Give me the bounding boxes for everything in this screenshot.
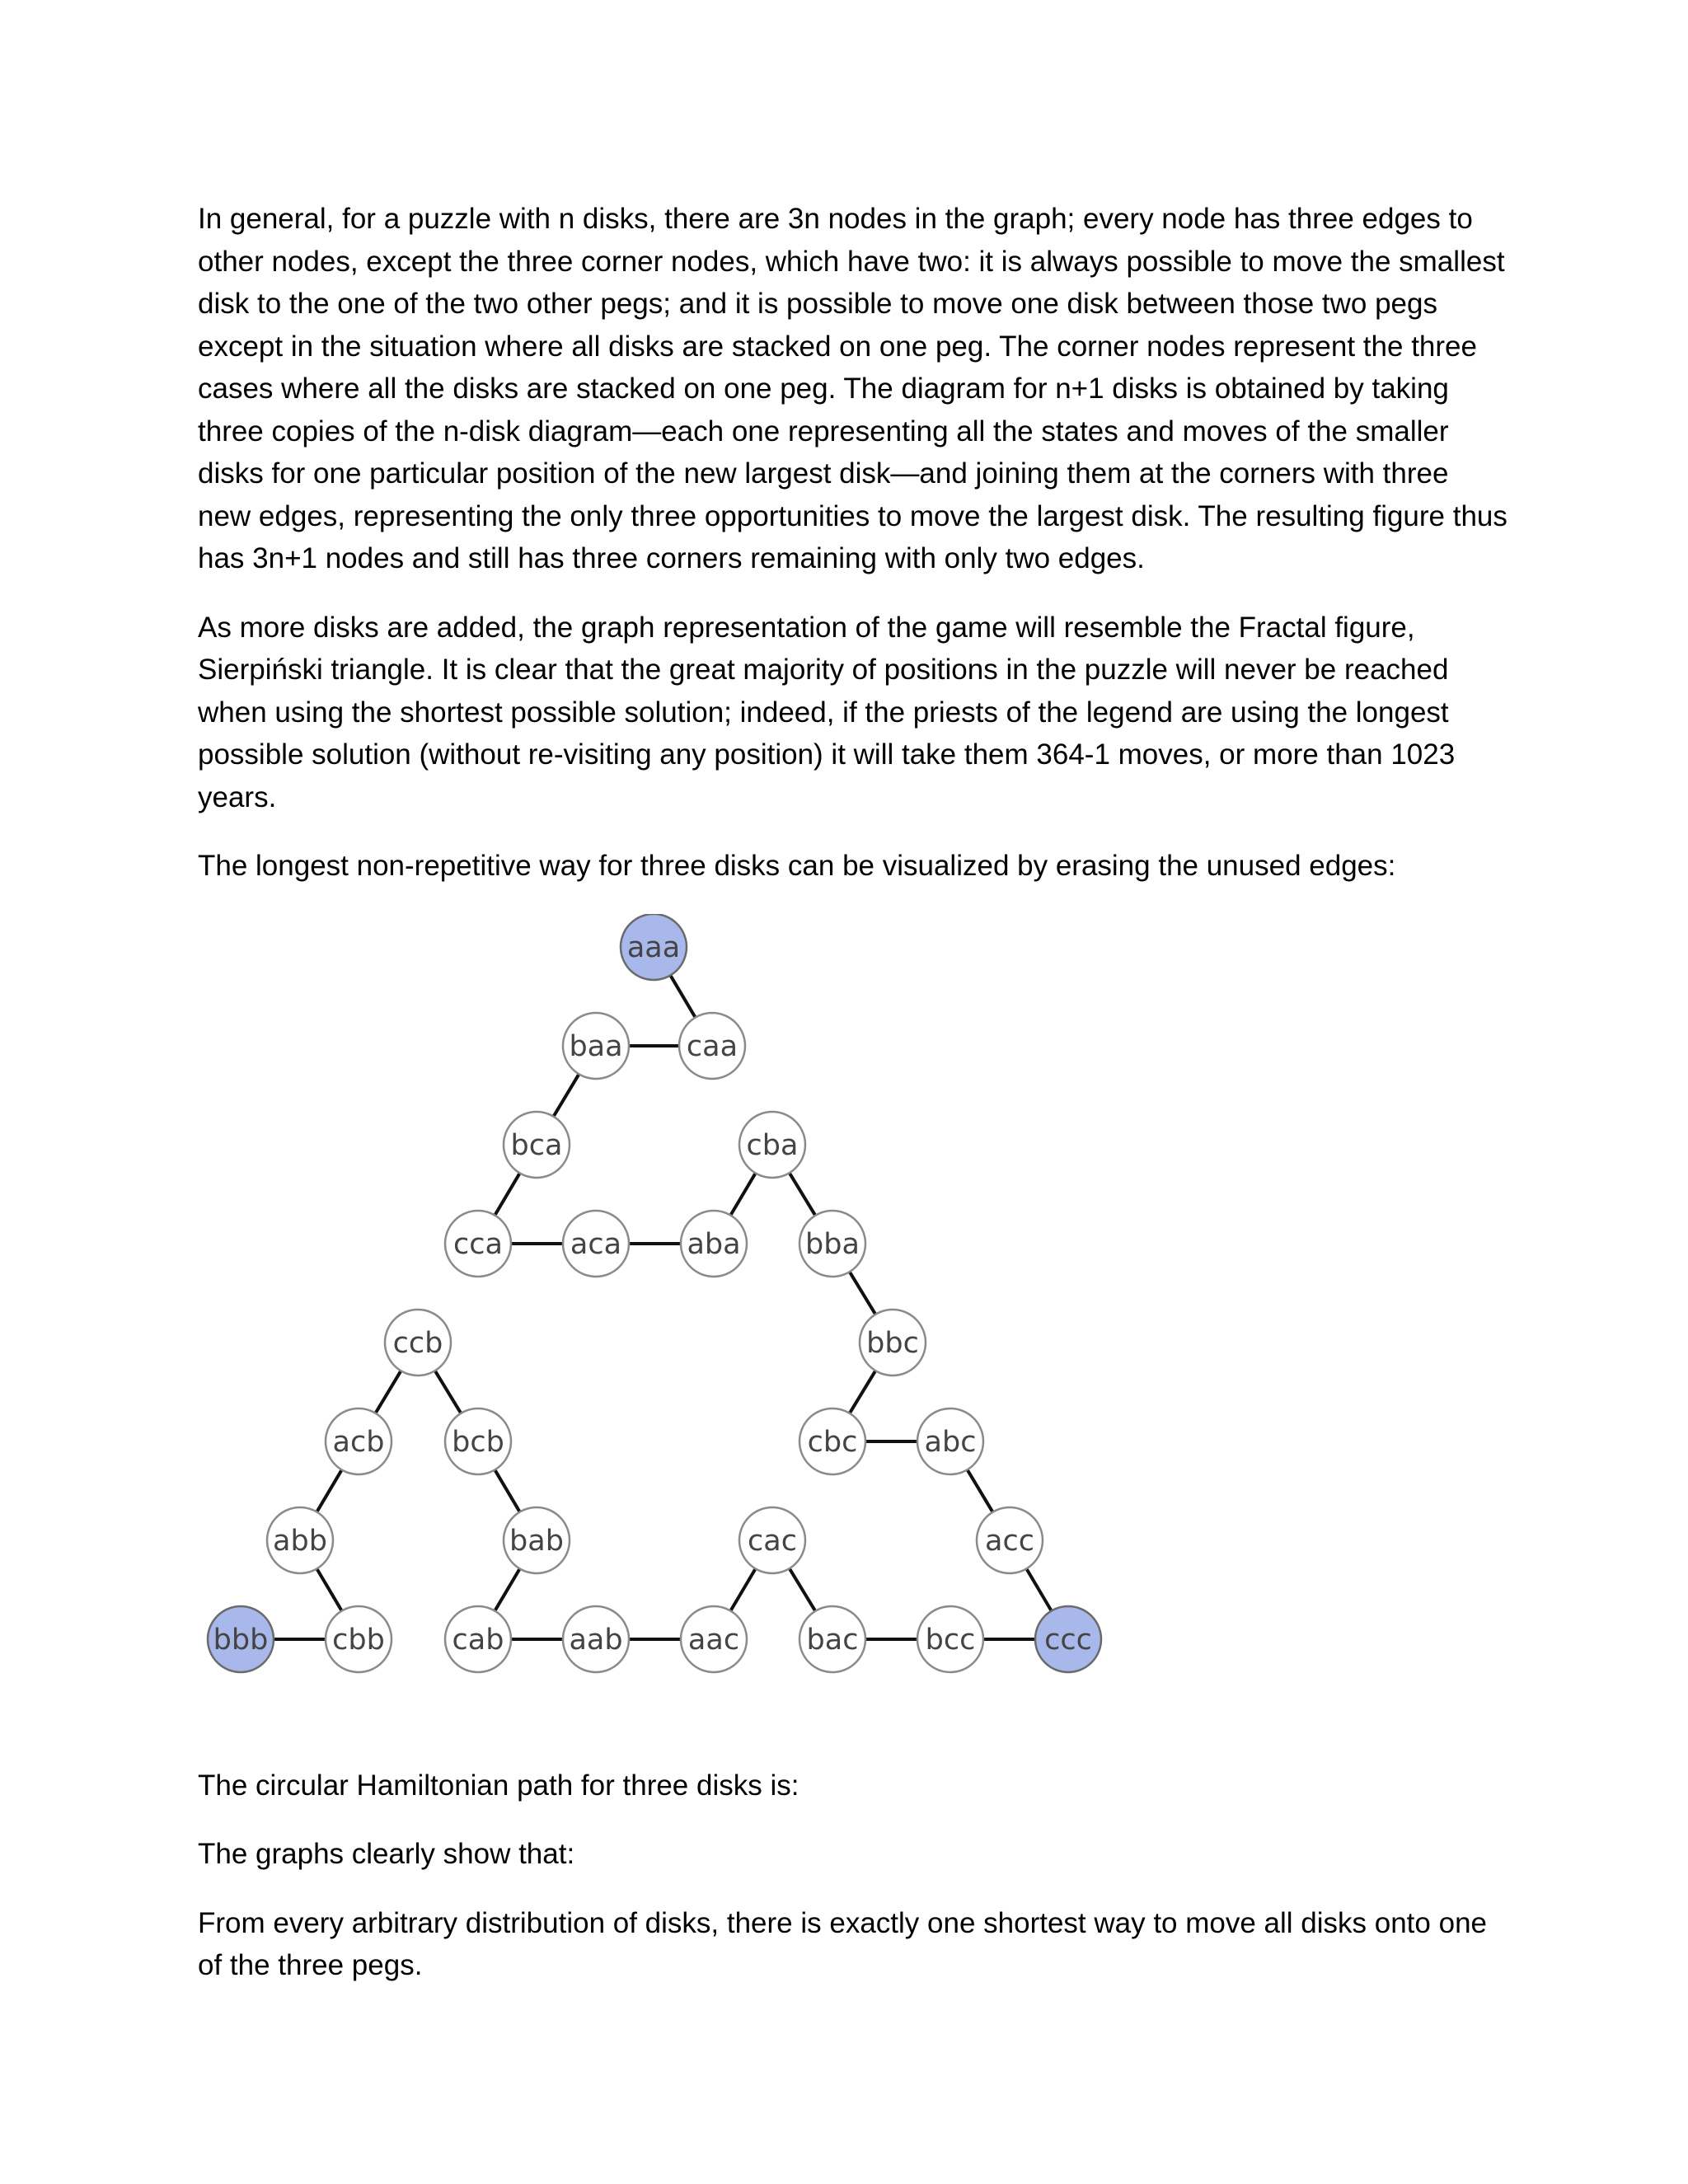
- edge-bba-bbc: [850, 1272, 875, 1315]
- node-label-cca: cca: [453, 1227, 503, 1261]
- node-label-bcb: bcb: [452, 1425, 504, 1459]
- node-ccb: [385, 1310, 451, 1376]
- node-label-ccb: ccb: [392, 1326, 443, 1360]
- edge-bbc-cbc: [850, 1371, 875, 1413]
- node-cac: [739, 1507, 805, 1573]
- node-label-cba: cba: [746, 1128, 799, 1162]
- node-label-aab: aab: [569, 1623, 623, 1657]
- node-bcc: [917, 1606, 983, 1672]
- node-aba: [681, 1211, 747, 1277]
- node-acc: [977, 1507, 1043, 1573]
- edge-baa-bca: [554, 1074, 579, 1116]
- node-bca: [504, 1112, 570, 1178]
- node-cbc: [799, 1408, 865, 1474]
- node-label-bab: bab: [509, 1524, 564, 1558]
- document-page: [198, 198, 1508, 2013]
- edge-acc-ccc: [1026, 1568, 1051, 1610]
- node-label-bbc: bbc: [866, 1326, 919, 1360]
- node-bbc: [860, 1310, 926, 1376]
- edge-bcb-ccb: [435, 1371, 461, 1413]
- edge-cac-aac: [730, 1568, 755, 1610]
- node-cba: [739, 1112, 805, 1178]
- node-caa: [679, 1013, 745, 1079]
- paragraph-longest-way-intro: The longest non-repetitive way for three disks can be visualized by erasing the unused edges:: [198, 850, 1396, 882]
- paragraph-graphs-show: The graphs clearly show that:: [198, 1838, 575, 1870]
- node-label-cbb: cbb: [332, 1623, 385, 1657]
- node-label-abc: abc: [924, 1425, 977, 1459]
- node-aab: [563, 1606, 629, 1672]
- node-label-acc: acc: [985, 1524, 1034, 1558]
- edge-bca-cca: [495, 1173, 519, 1215]
- node-ccc: [1035, 1606, 1101, 1672]
- edge-aba-cba: [730, 1173, 755, 1215]
- edge-ccb-acb: [376, 1371, 401, 1413]
- node-label-cab: cab: [452, 1623, 504, 1657]
- node-label-bac: bac: [806, 1623, 859, 1657]
- node-bcb: [445, 1408, 511, 1474]
- hanoi-state-graph-figure: [198, 914, 1187, 1738]
- node-label-bbb: bbb: [213, 1623, 269, 1657]
- paragraph-hamiltonian-path: The circular Hamiltonian path for three disks is:: [198, 1769, 799, 1802]
- node-label-abb: abb: [273, 1524, 327, 1558]
- edge-bab-bcb: [495, 1469, 519, 1511]
- hanoi-state-graph: [198, 914, 1187, 1738]
- paragraph-sierpinski: As more disks are added, the graph representation of the game will resemble the Fractal figure, Sierpiński triangle. It is clear that the great majority of positions in the puzzle will never be reached when using the shortest possible solution; indeed, if the priests of the legend are using the longest possible solution (without re-visiting any position) it will take them 364-1 moves, or more than 1023 years.: [198, 611, 1456, 813]
- node-label-cbc: cbc: [807, 1425, 858, 1459]
- node-aca: [563, 1211, 629, 1277]
- node-aac: [681, 1606, 747, 1672]
- node-label-bba: bba: [805, 1227, 860, 1261]
- node-label-aca: aca: [570, 1227, 622, 1261]
- paragraph-shortest-way: From every arbitrary distribution of disks, there is exactly one shortest way to move all disks onto one of the three pegs.: [198, 1906, 1487, 1981]
- paragraph-graph-structure: In general, for a puzzle with n disks, there are 3n nodes in the graph; every node has three edges to other nodes, except the three corner nodes, which have two: it is always possible to move the smallest disk to the one of the two other pegs; and it is possible to move one disk between those two pegs except in the situation where all disks are stacked on one peg. The corner nodes represent the three cases where all the disks are stacked on one peg. The diagram for n+1 disks is obtained by taking three copies of the n-disk diagram—each one representing all the states and moves of the smaller disks for one particular position of the new largest disk—and joining them at the corners with three new edges, representing the only three opportunities to move the largest disk. The resulting figure thus has 3n+1 nodes and still has three corners remaining with only two edges.: [198, 203, 1507, 574]
- node-aaa: [621, 914, 687, 980]
- node-label-aac: aac: [687, 1623, 740, 1657]
- node-label-aba: aba: [687, 1227, 741, 1261]
- node-label-acb: acb: [332, 1425, 385, 1459]
- node-label-caa: caa: [686, 1029, 738, 1063]
- node-label-baa: baa: [569, 1029, 623, 1063]
- node-bba: [799, 1211, 865, 1277]
- edge-bac-cac: [790, 1568, 815, 1611]
- node-acb: [326, 1408, 392, 1474]
- node-cbb: [326, 1606, 392, 1672]
- node-label-cac: cac: [748, 1524, 797, 1558]
- edge-cba-bba: [790, 1173, 815, 1216]
- edge-cab-bab: [495, 1568, 519, 1610]
- node-cca: [445, 1211, 511, 1277]
- node-bab: [504, 1507, 570, 1573]
- edge-abb-cbb: [316, 1568, 341, 1610]
- node-label-ccc: ccc: [1044, 1623, 1092, 1657]
- node-bac: [799, 1606, 865, 1672]
- node-baa: [563, 1013, 629, 1079]
- edge-aaa-caa: [670, 975, 695, 1017]
- node-abb: [267, 1507, 333, 1573]
- node-cab: [445, 1606, 511, 1672]
- node-label-bca: bca: [510, 1128, 563, 1162]
- edge-acb-abb: [316, 1469, 341, 1511]
- edge-abc-acc: [968, 1469, 993, 1511]
- node-label-bcc: bcc: [925, 1623, 976, 1657]
- node-abc: [917, 1408, 983, 1474]
- node-label-aaa: aaa: [626, 930, 681, 964]
- node-bbb: [208, 1606, 274, 1672]
